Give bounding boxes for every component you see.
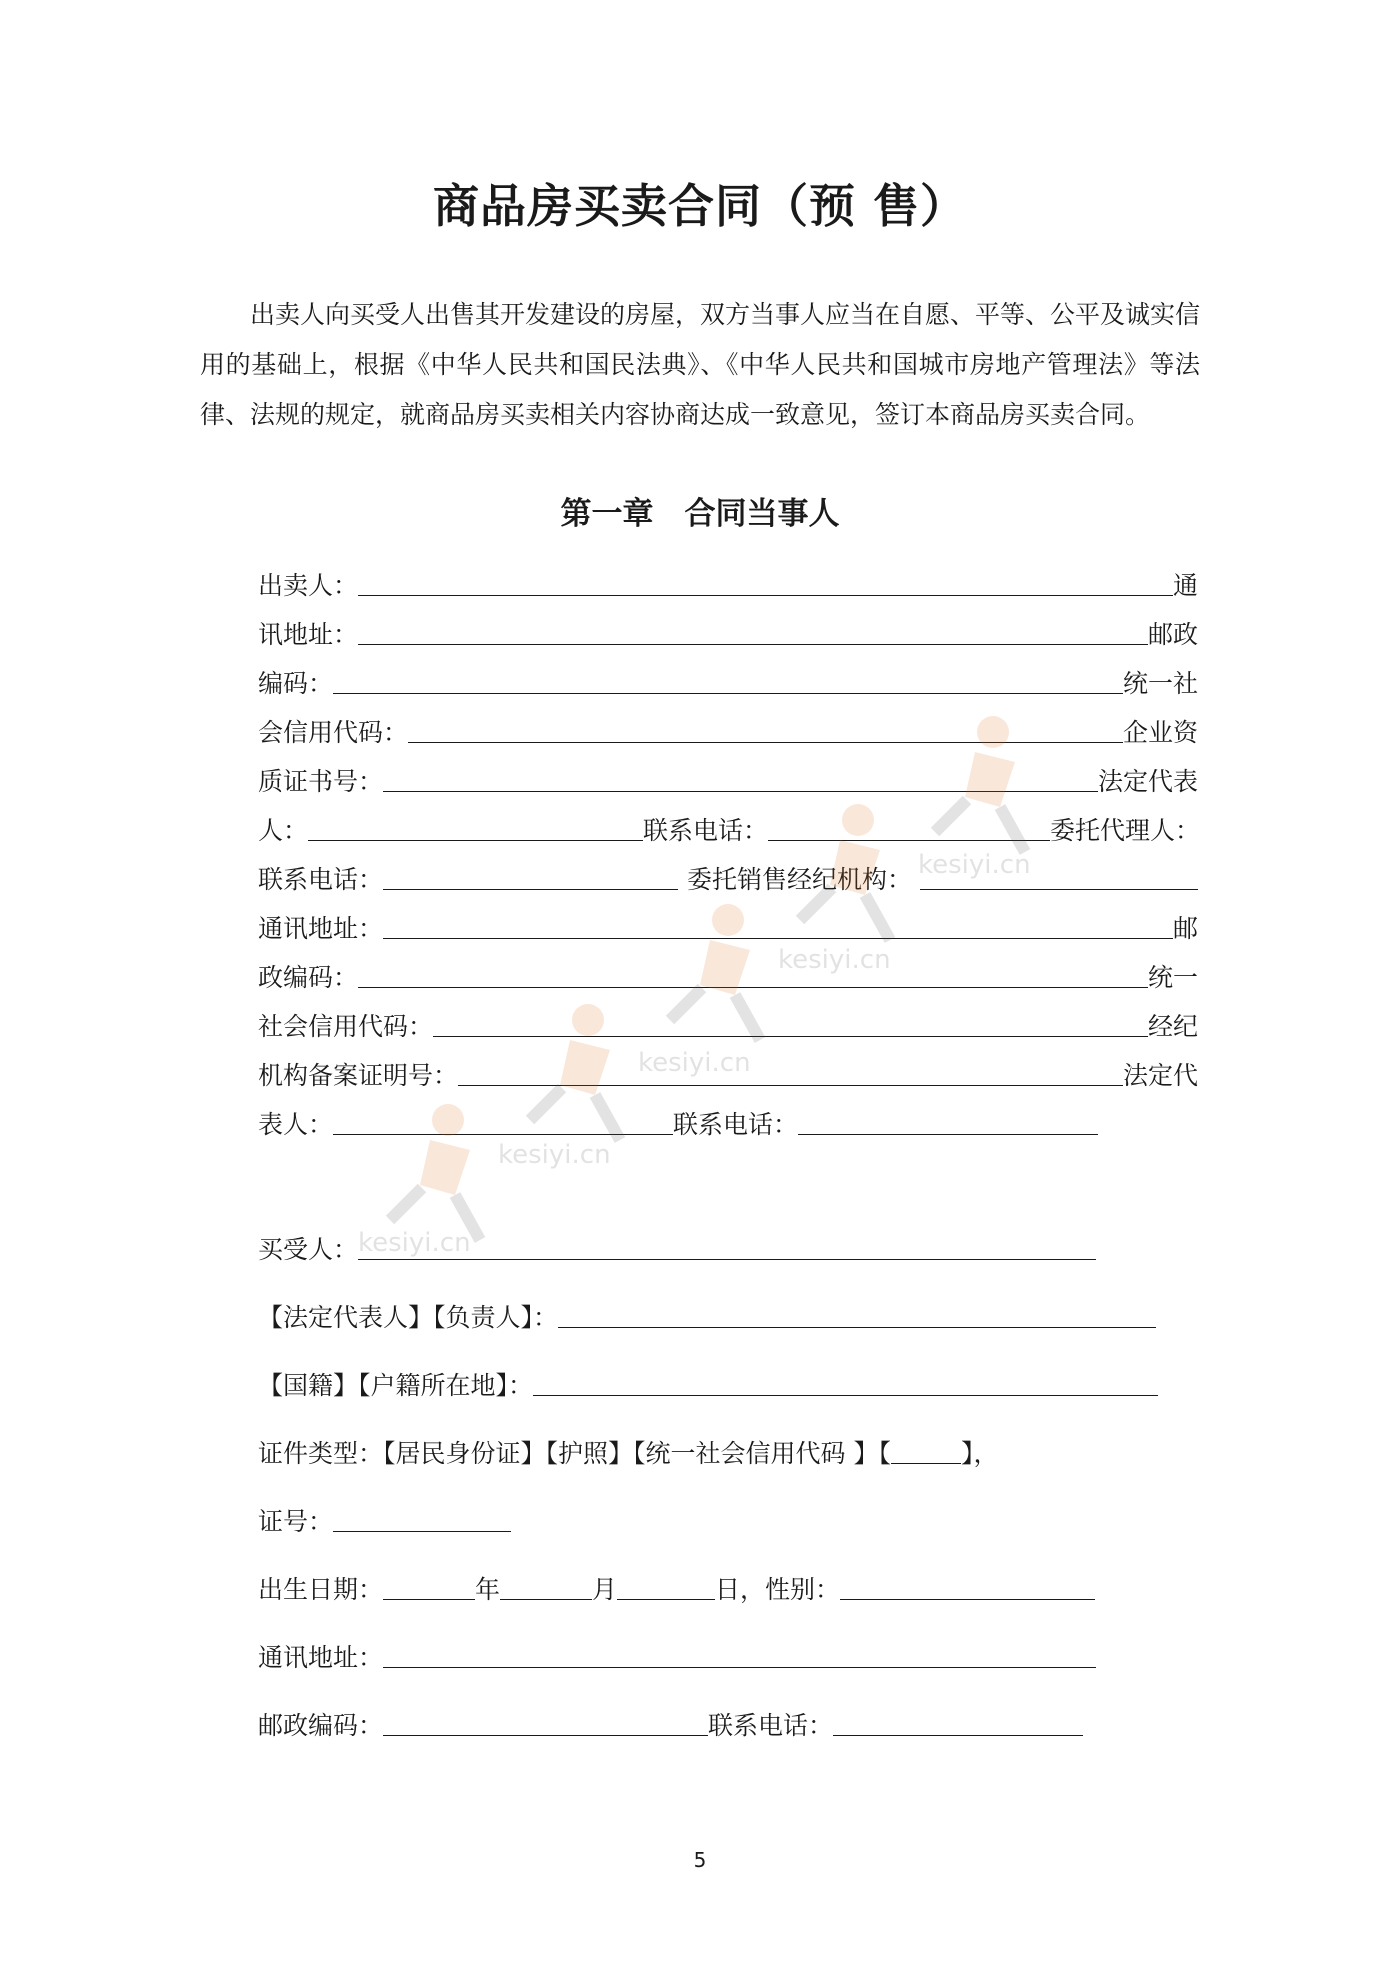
buyer-birth-year-field[interactable] xyxy=(383,1573,475,1600)
buyer-line-rep xyxy=(258,1290,1198,1334)
buyer-rep-label: 【法定代表人】【负责人】： xyxy=(258,1303,559,1332)
document-title: 商品房买卖合同（预 售） xyxy=(432,179,967,233)
broker-address-field[interactable] xyxy=(383,912,1173,939)
seller-broker-label: 委托销售经纪机构： xyxy=(686,865,912,894)
watermark-text: kesiyi.cn xyxy=(778,945,891,975)
buyer-name-field[interactable] xyxy=(358,1233,1096,1260)
seller-line-4-tail: 企业资 xyxy=(1122,718,1198,747)
seller-agent-phone-label: 联系电话： xyxy=(258,865,384,894)
buyer-id-no-label: 证号： xyxy=(258,1507,334,1536)
seller-line-2 xyxy=(258,607,1198,651)
seller-name-field[interactable] xyxy=(358,569,1173,596)
buyer-line-name xyxy=(258,1222,1198,1266)
watermark-text: kesiyi.cn xyxy=(498,1140,611,1170)
broker-rep-field[interactable] xyxy=(333,1108,673,1135)
seller-rep-phone-label: 联系电话： xyxy=(643,816,769,845)
buyer-line-birth xyxy=(258,1562,1198,1606)
seller-rep-phone-field[interactable] xyxy=(768,814,1050,841)
buyer-nation-field[interactable] xyxy=(533,1369,1158,1396)
seller-line-9-tail: 统一 xyxy=(1147,963,1198,992)
buyer-id-type-end: 】， xyxy=(960,1439,999,1468)
watermark-text: kesiyi.cn xyxy=(358,1228,471,1258)
buyer-postcode-label: 邮政编码： xyxy=(258,1711,384,1740)
seller-line-3 xyxy=(258,656,1198,700)
seller-line-3-tail: 统一社 xyxy=(1122,669,1198,698)
broker-record-field[interactable] xyxy=(458,1059,1123,1086)
buyer-line-address xyxy=(258,1630,1198,1674)
broker-postcode-field[interactable] xyxy=(358,961,1148,988)
buyer-address-label: 通讯地址： xyxy=(258,1643,384,1672)
seller-rep-field[interactable] xyxy=(308,814,643,841)
broker-rep-phone-label: 联系电话： xyxy=(673,1110,799,1139)
seller-line-10-tail: 经纪 xyxy=(1147,1012,1198,1041)
buyer-phone-label: 联系电话： xyxy=(708,1711,834,1740)
seller-postcode-label: 编码： xyxy=(258,669,334,698)
seller-line-5-tail: 法定代表 xyxy=(1097,767,1198,796)
seller-line-1-tail: 通 xyxy=(1172,571,1198,600)
page-number: 5 xyxy=(693,1848,707,1872)
seller-line-1 xyxy=(258,558,1198,602)
buyer-name-label: 买受人： xyxy=(258,1235,359,1264)
buyer-id-type-label: 证件类型：【居民身份证】【护照】【统一社会信用代码 】【 xyxy=(258,1439,891,1468)
buyer-postcode-field[interactable] xyxy=(383,1709,708,1736)
buyer-birth-day-field[interactable] xyxy=(617,1573,715,1600)
seller-line-11 xyxy=(258,1048,1198,1092)
seller-address-field[interactable] xyxy=(358,618,1148,645)
seller-qualification-field[interactable] xyxy=(383,765,1098,792)
buyer-line-id-no xyxy=(258,1494,1198,1538)
seller-credit-code-field[interactable] xyxy=(408,716,1123,743)
broker-credit-code-field[interactable] xyxy=(433,1010,1148,1037)
buyer-phone-field[interactable] xyxy=(833,1709,1083,1736)
broker-credit-code-label: 社会信用代码： xyxy=(258,1012,434,1041)
broker-address-label: 通讯地址： xyxy=(258,914,384,943)
buyer-nation-label: 【国籍】【户籍所在地】： xyxy=(258,1371,534,1400)
buyer-year-label: 年 xyxy=(475,1575,501,1604)
seller-line-9 xyxy=(258,950,1198,994)
seller-broker-field[interactable] xyxy=(920,863,1198,890)
seller-address-label: 讯地址： xyxy=(258,620,359,649)
buyer-month-label: 月 xyxy=(592,1575,618,1604)
buyer-birth-label: 出生日期： xyxy=(258,1575,384,1604)
watermark-text: kesiyi.cn xyxy=(638,1048,751,1078)
seller-rep-label: 人： xyxy=(258,816,309,845)
chapter-title: 第一章 合同当事人 xyxy=(560,496,840,532)
seller-name-label: 出卖人： xyxy=(258,571,359,600)
seller-line-5 xyxy=(258,754,1198,798)
seller-line-4 xyxy=(258,705,1198,749)
intro-paragraph: 出卖人向买受人出售其开发建设的房屋，双方当事人应当在自愿、平等、公平及诚实信用的基础上，根据《中华人民共和国民法典》、《中华人民共和国城市房地产管理法》等法律、法规的规定，就商品房买卖相关内容协商达成一致意见，签订本商品房买卖合同。 xyxy=(200,300,1201,429)
seller-agent-phone-field[interactable] xyxy=(383,863,678,890)
buyer-line-nation xyxy=(258,1358,1198,1402)
seller-line-8 xyxy=(258,901,1198,945)
seller-line-6 xyxy=(258,803,1201,847)
buyer-address-field[interactable] xyxy=(383,1641,1096,1668)
broker-postcode-label: 政编码： xyxy=(258,963,359,992)
seller-line-8-tail: 邮 xyxy=(1172,914,1198,943)
broker-rep-phone-field[interactable] xyxy=(798,1108,1098,1135)
seller-credit-code-label: 会信用代码： xyxy=(258,718,409,747)
seller-line-10 xyxy=(258,999,1198,1043)
buyer-line-postcode xyxy=(258,1698,1198,1742)
buyer-line-id-type xyxy=(258,1426,1198,1470)
broker-rep-label: 表人： xyxy=(258,1110,334,1139)
seller-agent-label: 委托代理人： xyxy=(1050,816,1201,845)
broker-record-label: 机构备案证明号： xyxy=(258,1061,459,1090)
buyer-id-no-field[interactable] xyxy=(333,1505,511,1532)
buyer-id-type-other-field[interactable] xyxy=(891,1437,961,1464)
seller-line-11-tail: 法定代 xyxy=(1122,1061,1198,1090)
seller-line-2-tail: 邮政 xyxy=(1147,620,1198,649)
buyer-gender-field[interactable] xyxy=(840,1573,1095,1600)
buyer-rep-field[interactable] xyxy=(558,1301,1156,1328)
watermark-text: kesiyi.cn xyxy=(918,850,1031,880)
seller-qualification-label: 质证书号： xyxy=(258,767,384,796)
buyer-birth-month-field[interactable] xyxy=(500,1573,592,1600)
seller-line-7 xyxy=(258,852,1198,896)
seller-postcode-field[interactable] xyxy=(333,667,1123,694)
buyer-day-gender-label: 日，性别： xyxy=(715,1575,841,1604)
seller-line-12 xyxy=(258,1097,1198,1141)
